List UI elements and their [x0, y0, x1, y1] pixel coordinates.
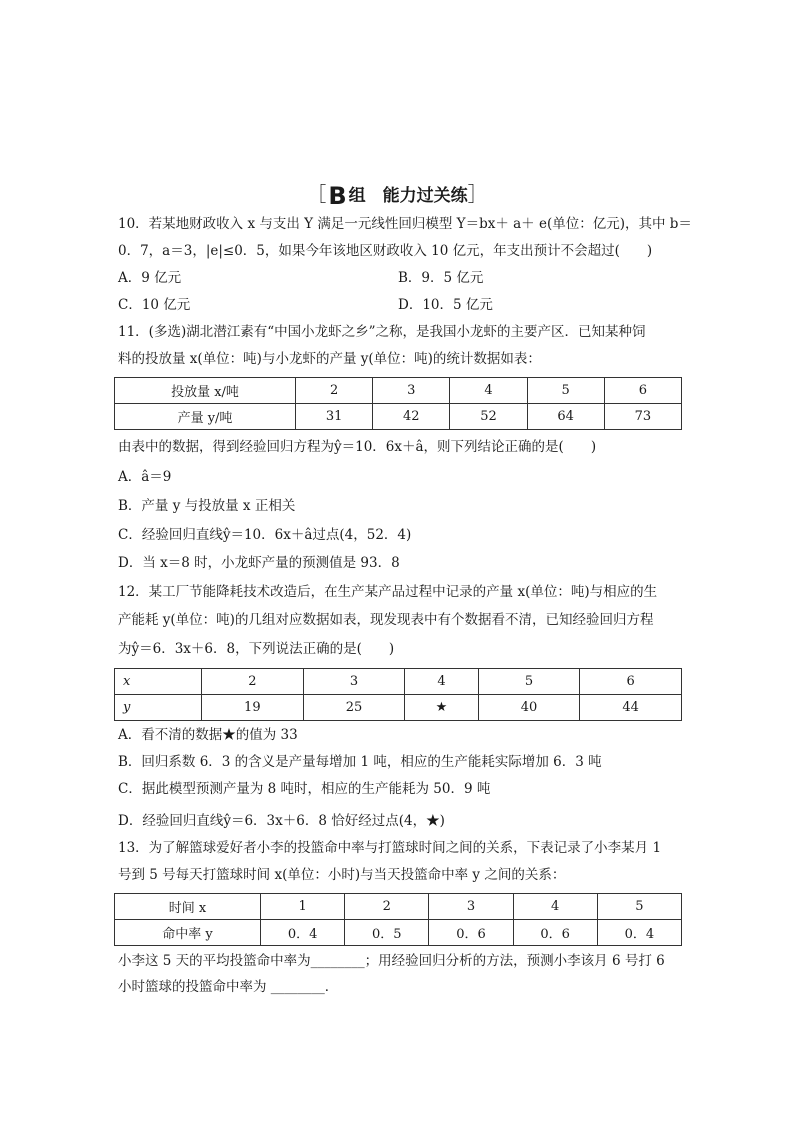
table-row [115, 669, 682, 695]
group-letter: B [328, 182, 347, 210]
table-cell: 5 [597, 894, 681, 920]
table-cell: 4 [405, 669, 478, 695]
table-cell: 31 [296, 404, 373, 430]
q10-option-a: A．9 亿元 [118, 270, 182, 286]
q11-option-a: A．â＝9 [118, 469, 172, 485]
table-header-cell: 命中率 y [115, 920, 261, 946]
table-cell: 0．6 [513, 920, 597, 946]
q11-option-b: B．产量 y 与投放量 x 正相关 [118, 498, 296, 514]
table-row [115, 920, 682, 946]
q10-option-d: D．10．5 亿元 [398, 297, 493, 313]
table-cell: 2 [345, 894, 429, 920]
table-cell: ★ [405, 695, 478, 721]
table-cell: 25 [303, 695, 405, 721]
q11-option-d: D．当 x＝8 时，小龙虾产量的预测值是 93．8 [118, 555, 400, 571]
table-cell: 2 [202, 669, 304, 695]
q11-option-c: C．经验回归直线ŷ＝10．6x＋â过点(4，52．4) [118, 527, 412, 543]
table-cell: 3 [303, 669, 405, 695]
table-cell: 0．6 [429, 920, 513, 946]
q11-stem-line2: 料的投放量 x(单位：吨)与小龙虾的产量 y(单位：吨)的统计数据如表： [118, 351, 541, 367]
q12-option-d: D．经验回归直线ŷ＝6．3x＋6．8 恰好经过点(4，★) [118, 813, 445, 829]
table-cell: 4 [450, 378, 527, 404]
q12-option-a: A．看不清的数据★的值为 33 [118, 727, 298, 743]
q13-stem-line3: 小李这 5 天的平均投篮命中率为________；用经验回归分析的方法，预测小李该月 6 号打 6 [118, 953, 665, 969]
q12-stem-line3: 为ŷ＝6．3x＋6．8，下列说法正确的是( ) [118, 641, 395, 657]
q10-stem-line2: 0．7，a＝3，|e|≤0．5，如果今年该地区财政收入 10 亿元，年支出预计不会超过( ) [118, 243, 653, 259]
table-cell: 6 [604, 378, 681, 404]
q12-option-c: C．据此模型预测产量为 8 吨时，相应的生产能耗为 50．9 吨 [118, 781, 491, 797]
table-header-cell: 投放量 x/吨 [115, 378, 296, 404]
table-cell: 5 [478, 669, 580, 695]
table-row [115, 894, 682, 920]
table-header-cell: x [115, 669, 202, 695]
table-cell: 0．4 [597, 920, 681, 946]
bracket-left: ［ [306, 182, 327, 206]
section-title: 组 能力过关练 [348, 186, 468, 206]
q11-stem-line3: 由表中的数据，得到经验回归方程为ŷ＝10．6x＋â，则下列结论正确的是( ) [118, 439, 597, 455]
table-cell: 5 [527, 378, 604, 404]
table-header-cell: y [115, 695, 202, 721]
table-cell: 40 [478, 695, 580, 721]
table-cell: 6 [580, 669, 682, 695]
table-header-cell: 产量 y/吨 [115, 404, 296, 430]
q12-data-table [114, 668, 682, 721]
q12-option-b: B．回归系数 6．3 的含义是产量每增加 1 吨，相应的生产能耗实际增加 6．3 吨 [118, 754, 602, 770]
table-cell: 42 [373, 404, 450, 430]
q13-data-table [114, 893, 682, 946]
table-cell: 3 [373, 378, 450, 404]
q12-stem-line1: 12．某工厂节能降耗技术改造后，在生产某产品过程中记录的产量 x(单位：吨)与相应的生 [118, 584, 658, 600]
q11-data-table [114, 377, 682, 430]
bracket-right: ］ [467, 182, 488, 206]
q10-option-b: B．9．5 亿元 [398, 270, 484, 286]
q13-stem-line4: 小时篮球的投篮命中率为 ________． [118, 979, 339, 995]
table-cell: 4 [513, 894, 597, 920]
q13-stem-line1: 13．为了解篮球爱好者小李的投篮命中率与打篮球时间之间的关系，下表记录了小李某月 1 [118, 840, 662, 856]
table-cell: 0．4 [261, 920, 345, 946]
section-header [0, 178, 794, 210]
table-header-cell: 时间 x [115, 894, 261, 920]
table-cell: 0．5 [345, 920, 429, 946]
q13-stem-line2: 号到 5 号每天打篮球时间 x(单位：小时)与当天投篮命中率 y 之间的关系： [118, 867, 566, 883]
q12-stem-line2: 产能耗 y(单位：吨)的几组对应数据如表，现发现表中有个数据看不清，已知经验回归方程 [118, 612, 654, 628]
q10-option-c: C．10 亿元 [118, 297, 191, 313]
table-cell: 3 [429, 894, 513, 920]
table-cell: 64 [527, 404, 604, 430]
table-row [115, 695, 682, 721]
q10-stem-line1: 10．若某地财政收入 x 与支出 Y 满足一元线性回归模型 Y＝bx＋ a＋ e(单位：亿元)，其中 b＝ [118, 216, 692, 232]
table-row [115, 404, 682, 430]
q11-stem-line1: 11．(多选)湖北潜江素有“中国小龙虾之乡”之称，是我国小龙虾的主要产区．已知某种饲 [118, 324, 646, 340]
table-cell: 44 [580, 695, 682, 721]
table-cell: 2 [296, 378, 373, 404]
table-cell: 52 [450, 404, 527, 430]
table-cell: 1 [261, 894, 345, 920]
table-cell: 19 [202, 695, 304, 721]
table-cell: 73 [604, 404, 681, 430]
table-row [115, 378, 682, 404]
